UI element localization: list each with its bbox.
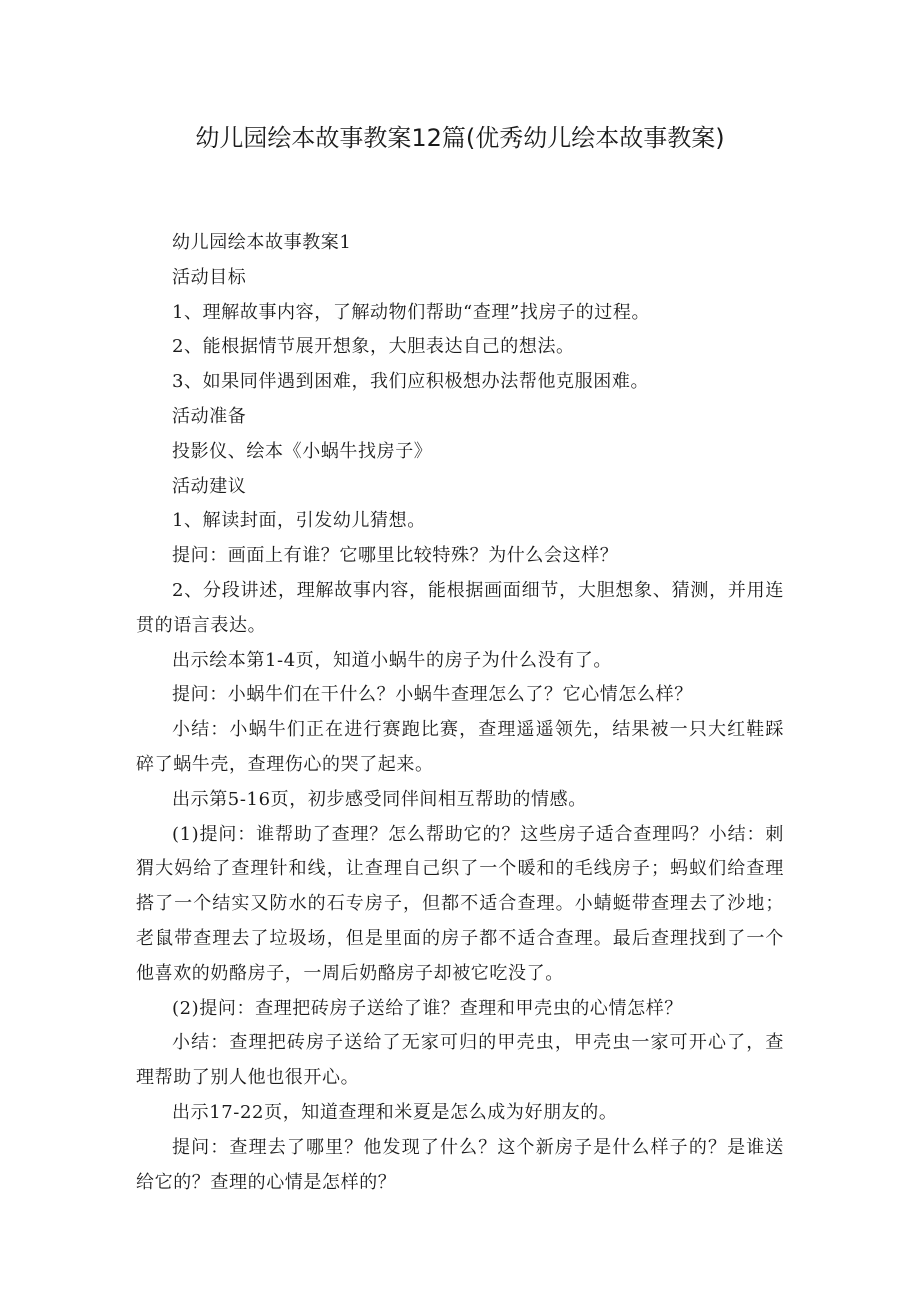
paragraph: 2、分段讲述，理解故事内容，能根据画面细节，大胆想象、猜测，并用连贯的语言表达。	[136, 579, 784, 636]
paragraph: (2)提问：查理把砖房子送给了谁？查理和甲壳虫的心情怎样？	[172, 997, 683, 1019]
section-heading: 幼儿园绘本故事教案1	[172, 232, 352, 253]
document-body	[136, 226, 784, 1200]
subheading-suggestions: 活动建议	[172, 475, 247, 497]
goal-item: 2、能根据情节展开想象，大胆表达自己的想法。	[172, 336, 575, 358]
goal-item: 3、如果同伴遇到困难，我们应积极想办法帮他克服困难。	[172, 371, 650, 393]
paragraph: 出示第5-16页，初步感受同伴间相互帮助的情感。	[172, 788, 587, 810]
paragraph: 投影仪、绘本《小蜗牛找房子》	[172, 440, 433, 462]
paragraph: 提问：小蜗牛们在干什么？小蜗牛查理怎么了？它心情怎么样？	[172, 684, 693, 706]
paragraph: 1、解读封面，引发幼儿猜想。	[172, 510, 426, 532]
paragraph: 小结：查理把砖房子送给了无家可归的甲壳虫，甲壳虫一家可开心了，查理帮助了别人他也很开心。	[136, 1032, 784, 1089]
subheading-preparation: 活动准备	[172, 405, 247, 427]
paragraph: 提问：查理去了哪里？他发现了什么？这个新房子是什么样子的？是谁送给它的？查理的心情是怎样的？	[136, 1136, 784, 1193]
document-title: 幼儿园绘本故事教案12篇(优秀幼儿绘本故事教案)	[195, 124, 725, 152]
paragraph: 出示绘本第1-4页，知道小蜗牛的房子为什么没有了。	[172, 649, 612, 671]
subheading-goals: 活动目标	[172, 266, 247, 288]
goal-item: 1、理解故事内容，了解动物们帮助“查理”找房子的过程。	[172, 301, 651, 323]
paragraph: (1)提问：谁帮助了查理？怎么帮助它的？这些房子适合查理吗？小结：刺猬大妈给了查理针和线，让查理自己织了一个暖和的毛线房子；蚂蚁们给查理搭了一个结实又防水的石专房子，但都不适合查理。小蜻蜓带查理去了沙地；老鼠带查理去了垃圾场，但是里面的房子都不适合查理。最后查理找到了一个他喜欢的奶酪房子，一周后奶酪房子却被它吃没了。	[136, 823, 784, 984]
paragraph: 出示17-22页，知道查理和米夏是怎么成为好朋友的。	[172, 1101, 618, 1123]
paragraph: 提问：画面上有谁？它哪里比较特殊？为什么会这样？	[172, 545, 619, 567]
paragraph: 小结：小蜗牛们正在进行赛跑比赛，查理遥遥领先，结果被一只大红鞋踩碎了蜗牛壳，查理伤心的哭了起来。	[136, 719, 784, 775]
